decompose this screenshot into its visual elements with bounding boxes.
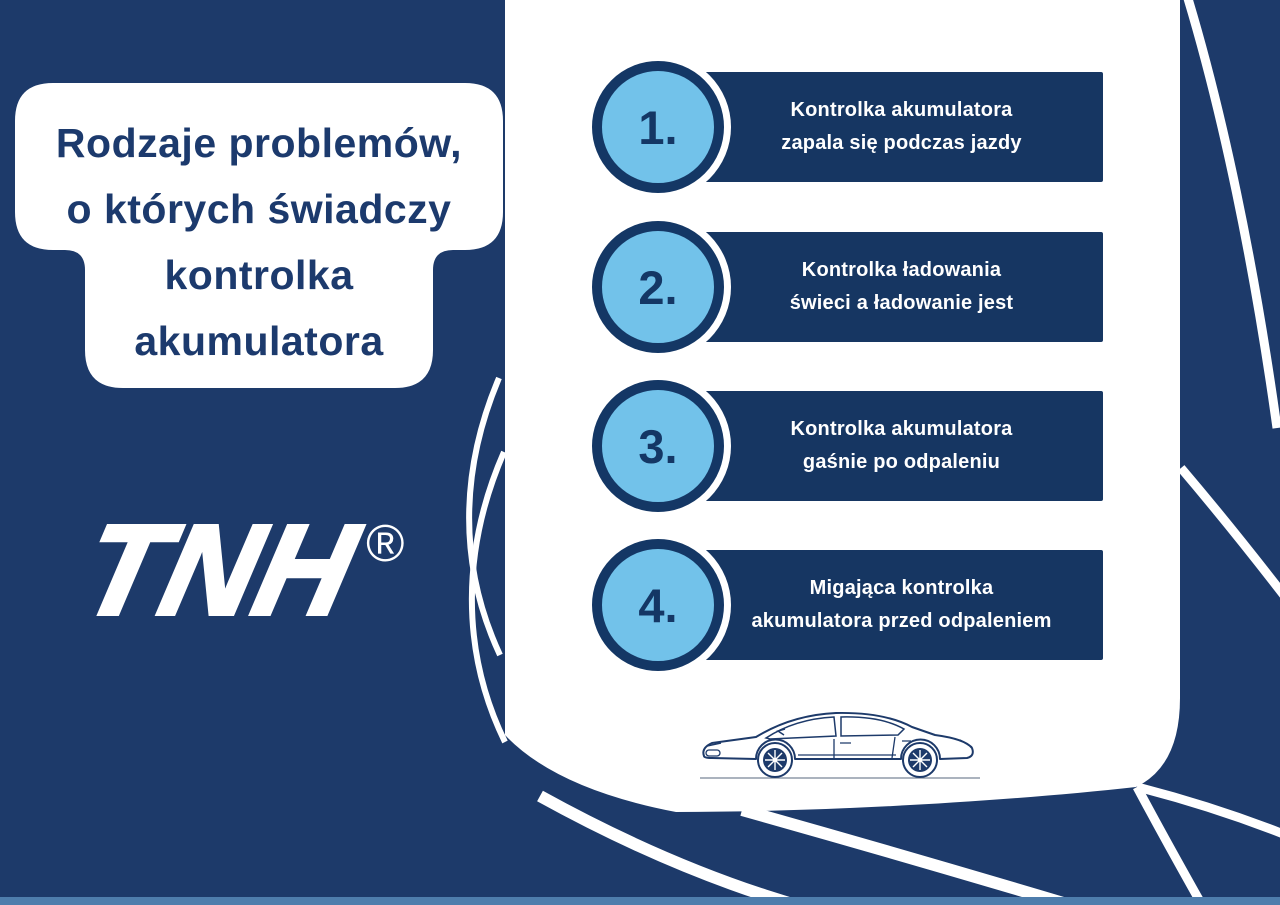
- item-bar: [700, 232, 1103, 342]
- item-bar: [700, 391, 1103, 501]
- item-text-line: Kontrolka akumulatora: [790, 418, 1013, 440]
- item-text-line: świeci a ładowanie jest: [789, 292, 1014, 314]
- list-item: [586, 533, 1106, 677]
- item-number: 3.: [638, 419, 678, 473]
- registered-trademark-icon: ®: [366, 515, 405, 573]
- item-number-badge: [592, 221, 724, 353]
- item-number-badge: [592, 380, 724, 512]
- item-text-line: Migająca kontrolka: [809, 577, 994, 599]
- item-text-line: Kontrolka ładowania: [801, 259, 1002, 281]
- title-line: kontrolka: [164, 252, 354, 298]
- item-bar: [700, 550, 1103, 660]
- item-text-line: Kontrolka akumulatora: [790, 99, 1013, 121]
- logo-wordmark: TNH: [69, 499, 369, 642]
- item-number: 4.: [638, 578, 678, 632]
- title-line: Rodzaje problemów,: [55, 120, 463, 166]
- item-text-line: akumulatora przed odpaleniem: [751, 610, 1052, 632]
- title-line: akumulatora: [134, 318, 384, 364]
- tnh-logo: [69, 499, 405, 642]
- list-item: [586, 374, 1106, 518]
- item-number: 2.: [638, 260, 678, 314]
- item-number-badge: [592, 61, 724, 193]
- item-bar: [700, 72, 1103, 182]
- item-text-line: gaśnie po odpaleniu: [802, 451, 1001, 473]
- item-number-badge: [592, 539, 724, 671]
- bottom-accent-strip: [0, 897, 1280, 905]
- front-wheel-icon: [758, 743, 792, 777]
- car-side-view-icon: [688, 688, 988, 788]
- list-item: [586, 55, 1106, 199]
- rear-wheel-icon: [903, 743, 937, 777]
- item-number: 1.: [638, 100, 678, 154]
- list-item: [586, 215, 1106, 359]
- item-text-line: zapala się podczas jazdy: [781, 132, 1022, 154]
- car-illustration: [688, 688, 988, 788]
- title-line: o których świadczy: [66, 186, 452, 232]
- page-title: [15, 110, 503, 374]
